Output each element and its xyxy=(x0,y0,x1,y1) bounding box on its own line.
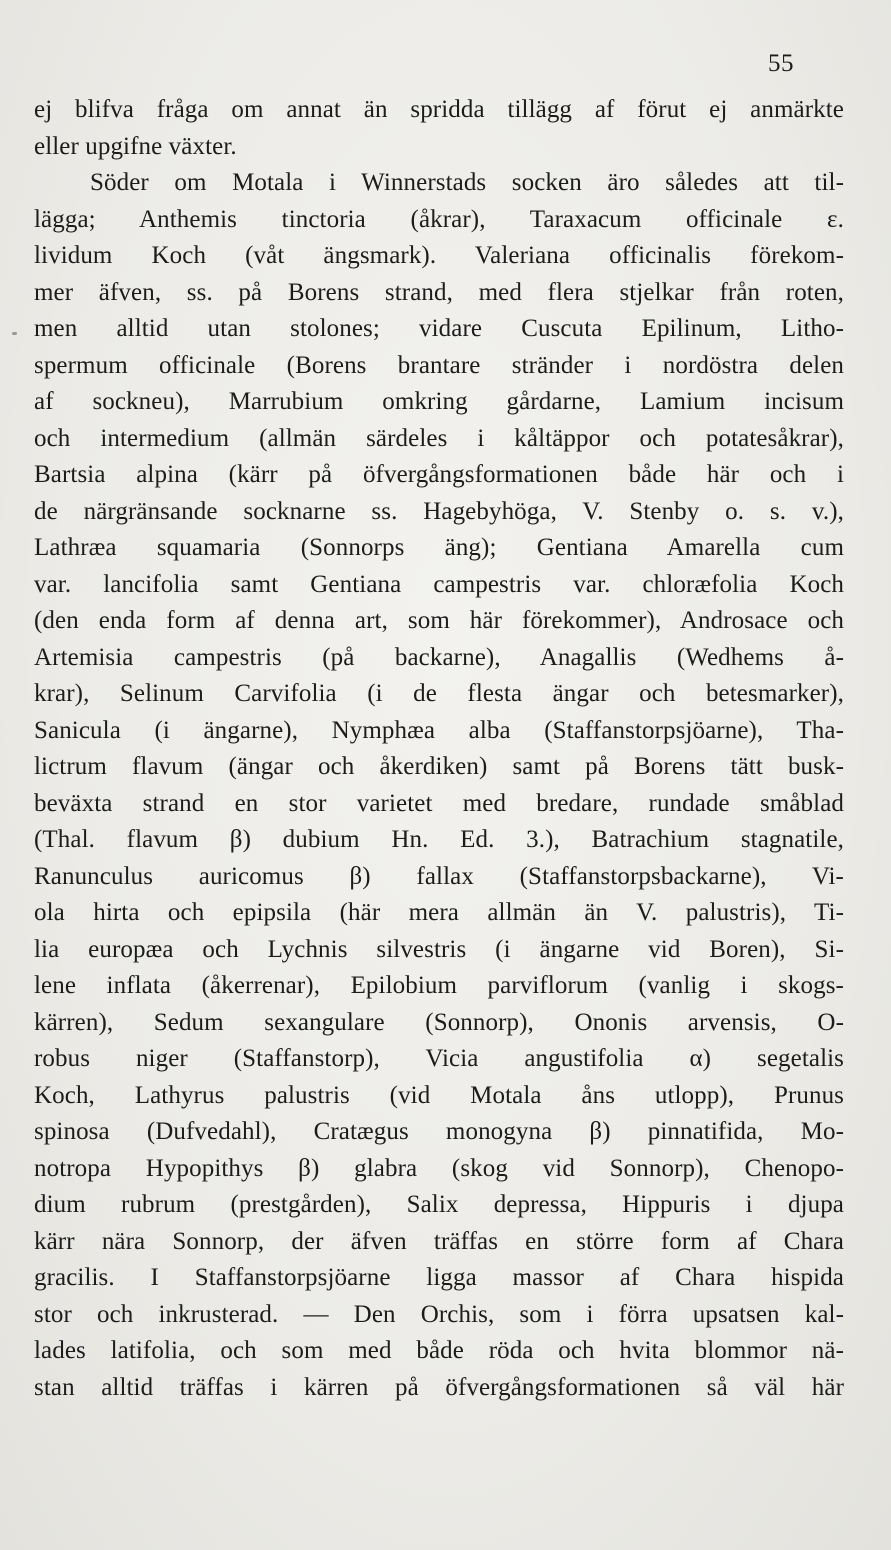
text-line: ola hirta och epipsila (här mera allmän än V. palustris), Ti- xyxy=(34,899,844,926)
text-line: men alltid utan stolones; vidare Cuscuta Epilinum, Litho- xyxy=(34,315,844,342)
text-line: spermum officinale (Borens brantare stränder i nordöstra delen xyxy=(34,351,844,379)
text-line: dium rubrum (prestgården), Salix depressa, Hippuris i djupa xyxy=(34,1191,844,1218)
text-line: Artemisia campestris (på backarne), Anagallis (Wedhems å- xyxy=(34,643,844,671)
text-line: kärren), Sedum sexangulare (Sonnorp), Ononis arvensis, O- xyxy=(34,1008,844,1036)
text-line: gracilis. I Staffanstorpsjöarne ligga massor af Chara hispida xyxy=(34,1264,844,1291)
text-line: eller upgifne växter. xyxy=(34,132,237,160)
page-number: 55 xyxy=(768,50,794,77)
text-line: lägga; Anthemis tinctoria (åkrar), Taraxacum officinale ε. xyxy=(34,205,844,233)
text-line: (Thal. flavum β) dubium Hn. Ed. 3.), Batrachium stagnatile, xyxy=(34,826,844,853)
text-line: Ranunculus auricomus β) fallax (Staffanstorpsbackarne), Vi- xyxy=(34,862,844,890)
text-line: mer äfven, ss. på Borens strand, med flera stjelkar från roten, xyxy=(34,278,844,306)
text-line: spinosa (Dufvedahl), Cratægus monogyna β) pinnatifida, Mo- xyxy=(34,1118,844,1145)
text-line: beväxta strand en stor varietet med bredare, rundade småblad xyxy=(34,789,844,817)
text-line: Lathræa squamaria (Sonnorps äng); Gentiana Amarella cum xyxy=(34,534,844,561)
margin-mark xyxy=(12,332,17,335)
text-line: lades latifolia, och som med både röda och hvita blommor nä- xyxy=(34,1337,844,1364)
text-line: Bartsia alpina (kärr på öfvergångsformationen både här och i xyxy=(34,461,844,488)
text-line: lia europæa och Lychnis silvestris (i ängarne vid Boren), Si- xyxy=(34,935,844,963)
text-line: Sanicula (i ängarne), Nymphæa alba (Staffanstorpsjöarne), Tha- xyxy=(34,716,844,744)
text-line: Koch, Lathyrus palustris (vid Motala åns utlopp), Prunus xyxy=(34,1081,844,1109)
text-line: kärr nära Sonnorp, der äfven träffas en större form af Chara xyxy=(34,1227,844,1255)
text-line: robus niger (Staffanstorp), Vicia angustifolia α) segetalis xyxy=(34,1045,844,1072)
text-line: Söder om Motala i Winnerstads socken äro således att til- xyxy=(90,169,844,196)
text-line: stan alltid träffas i kärren på öfvergångsformationen så väl här xyxy=(34,1373,844,1401)
text-line: (den enda form af denna art, som här förekommer), Androsace och xyxy=(34,607,844,634)
text-line: stor och inkrusterad. — Den Orchis, som i förra upsatsen kal- xyxy=(34,1300,844,1328)
text-line: lene inflata (åkerrenar), Epilobium parviflorum (vanlig i skogs- xyxy=(34,972,844,999)
body-text xyxy=(34,92,844,1406)
text-line: krar), Selinum Carvifolia (i de flesta ängar och betesmarker), xyxy=(34,680,844,707)
text-line: de närgränsande socknarne ss. Hagebyhöga, V. Stenby o. s. v.), xyxy=(34,497,844,525)
text-line: lividum Koch (våt ängsmark). Valeriana officinalis förekom- xyxy=(34,242,844,269)
text-line: var. lancifolia samt Gentiana campestris var. chloræfolia Koch xyxy=(34,570,844,598)
text-line: ej blifva fråga om annat än spridda tillägg af förut ej anmärkte xyxy=(34,96,844,123)
text-line: af sockneu), Marrubium omkring gårdarne, Lamium incisum xyxy=(34,388,844,415)
text-line: och intermedium (allmän särdeles i kåltäppor och potatesåkrar), xyxy=(34,424,844,452)
text-line: notropa Hypopithys β) glabra (skog vid Sonnorp), Chenopo- xyxy=(34,1154,844,1182)
text-line: lictrum flavum (ängar och åkerdiken) samt på Borens tätt busk- xyxy=(34,753,844,780)
